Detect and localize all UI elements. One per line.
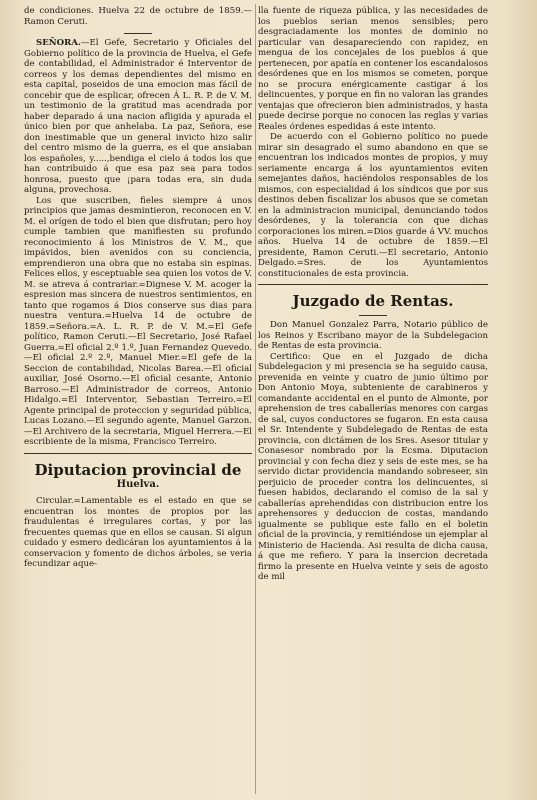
address-paragraph [24,38,252,196]
separator [359,315,387,316]
notary-intro-paragraph: Don Manuel Gonzalez Parra, Notario público de los Reinos y Escribano mayor de la Subdelegacion de Rentas de esta provincia. [258,320,488,351]
continuation-paragraph: lla fuente de riqueza pública, y las necesidades de los pueblos serian menos sensibles; pero desgraciadamente los montes de dominio no particular van desapareciendo con rapidez, en mengua de los concejales de los pueblos á que pertenecen, por apatía en contener los escandalosos desórdenes que en los mismos se cometen, porque no se procura enérgicamente castigar á los delincuentes, y porque en fin no valoran las grandes ventajas que ofrecieron bien administrados, y hasta puede decirse porque no conocen las reglas y varias Reales órdenes espedidas á este intento. [258,6,488,132]
section-subheading-huelva: Huelva. [116,478,160,490]
agreement-paragraph: De acuerdo con el Gobierno político no puede mirar sin desagrado el sumo abandono en que se encuentran los indicados montes de propios, y muy seriamente encarga á los ayuntamientos eviten semejantes daños, haciéndolos responsables de los mismos, con especialidad á los síndicos que por sus destinos deben fiscalizar los abusos que se cometan en la administracion municipal, denunciando todos desórdenes, y la tolerancia con que dichas corporaciones los miren.=Dios guarde á VV. muchos años. Huelva 14 de octubre de 1859.—El presidente, Ramon Ceruti.—El secretario, Antonio Delgado.=Sres. de los Ayuntamientos constitucionales de esta provincia. [258,132,488,279]
separator [24,453,252,454]
right-column [258,6,488,583]
section-heading-juzgado: Juzgado de Rentas. [292,292,454,310]
section-heading-diputacion: Diputacion provincial de [34,460,242,479]
address-lead: SEÑORA. [36,38,81,48]
separator [258,284,488,285]
signatories-paragraph: Los que suscriben, fieles siempre á unos principios que jamas desmintieron, reconocen en V. M. el orígen de todo el bien que disfrutan; pero hoy cumple tambien que manifiesten su profundo reconocimiento á los Ministros de V. M., que impávidos, bien avenidos con su conciencia, emprendieron una obra que no estaba sin espinas. Felices ellos, y esceptuable sea quien los votos de V. M. se atreva á contrariar.=Dignese V. M. acoger la espresion mas sincera de nuestros sentimientos, en tanto que rogamos á Dios conserve sus dias para nuestra ventura.=Huelva 14 de octubre de 1859.=Señora.=A. L. R. P. de V. M.=El Gefe político, Ramon Ceruti.—El Secretario, José Rafael Guerra.=El oficial 2.º 1.º, Juan Fernandez Quevedo.—El oficial 2.º 2.º, Manuel Mier.=El gefe de la Seccion de contabilidad, Nicolas Barea.—El oficial auxiliar, José Osorno.—El oficial cesante, Antonio Barroso.—El Administrador de correos, Antonio Hidalgo.=El Interventor, Sebastian Terreiro.=El Agente principal de proteccion y seguridad pública, Lucas Lozano.—El segundo agente, Manuel Garzon.—El Archivero de la secretaria, Miguel Herrera.—El escribiente de la misma, Francisco Terreiro. [24,195,252,447]
column-divider [255,4,256,794]
circular-paragraph: Circular.=Lamentable es el estado en que se encuentran los montes de propios por las fraudulentas é irregulares cortas, y por las frecuentes quemas que en ellos se causan. Si algun cuidado y esmero dedicáran los ayuntamientos á la conservacion y fomento de dichos árboles, se veria fecundizar aque- [24,496,252,569]
left-column [24,6,252,570]
separator [124,33,152,34]
address-body: —El Gefe, Secretario y Oficiales del Gobierno político de la provincia de Huelva, el Gefe de contabilidad, el Administrador é Interventor de correos y los demas dependientes del mismo en esta capital, poseidos de una emocion mas fácil de concebir que de esplicar, ofrecen Á L. R. P. de V. M. un testimonio de la gratitud mas acendrada por haber deparado á una nacion afligida y apurada el único bien por que anhelaba. La paz, Señora, ese don inestimable que un general invicto hizo salir del centro mismo de la guerra, es el que ansiaban los españoles, y.....,bendiga el cielo á todos los que han contribuido á que esa paz sea para todos honrosa, puesto que ¡para todas era, sin duda alguna, provechosa. [24,38,252,195]
closing-paragraph: de condiciones. Huelva 22 de octubre de 1859.—Ramon Ceruti. [24,6,252,27]
certification-paragraph: Certifico: Que en el Juzgado de dicha Subdelegacion y mi presencia se ha seguido causa, prevenida en veinte y cuatro de junio último por Don Antonio Moya, subteniente de carabineros y comandante accidental en el punto de Almonte, por aprehension de tres caballerías menores con cargas de sal, cuyos conductores se fugaron. En esta causa el Sr. Intendente y Subdelegado de Rentas de esta provincia, con dictámen de los Sres. Asesor titular y Conasesor nombrado por la Ecsma. Diputacion provincial y con fecha diez y seis de este mes, se ha servido dictar providencia mandando sobreseer, sin perjuicio de proceder contra los delincuentes, si fuesen habidos, declarando el comiso de la sal y caballerías aprehendidas con distribucion entre los aprehensores y deduccion de costas, mandando igualmente se publique este fallo en el boletin oficial de la provincia, y remitiéndose un ejemplar al Ministerio de Hacienda. Asi resulta de dicha causa, á que me refiero. Y para la insercion decretada firmo la presente en Huelva veinte y seis de agosto de mil [258,351,488,582]
